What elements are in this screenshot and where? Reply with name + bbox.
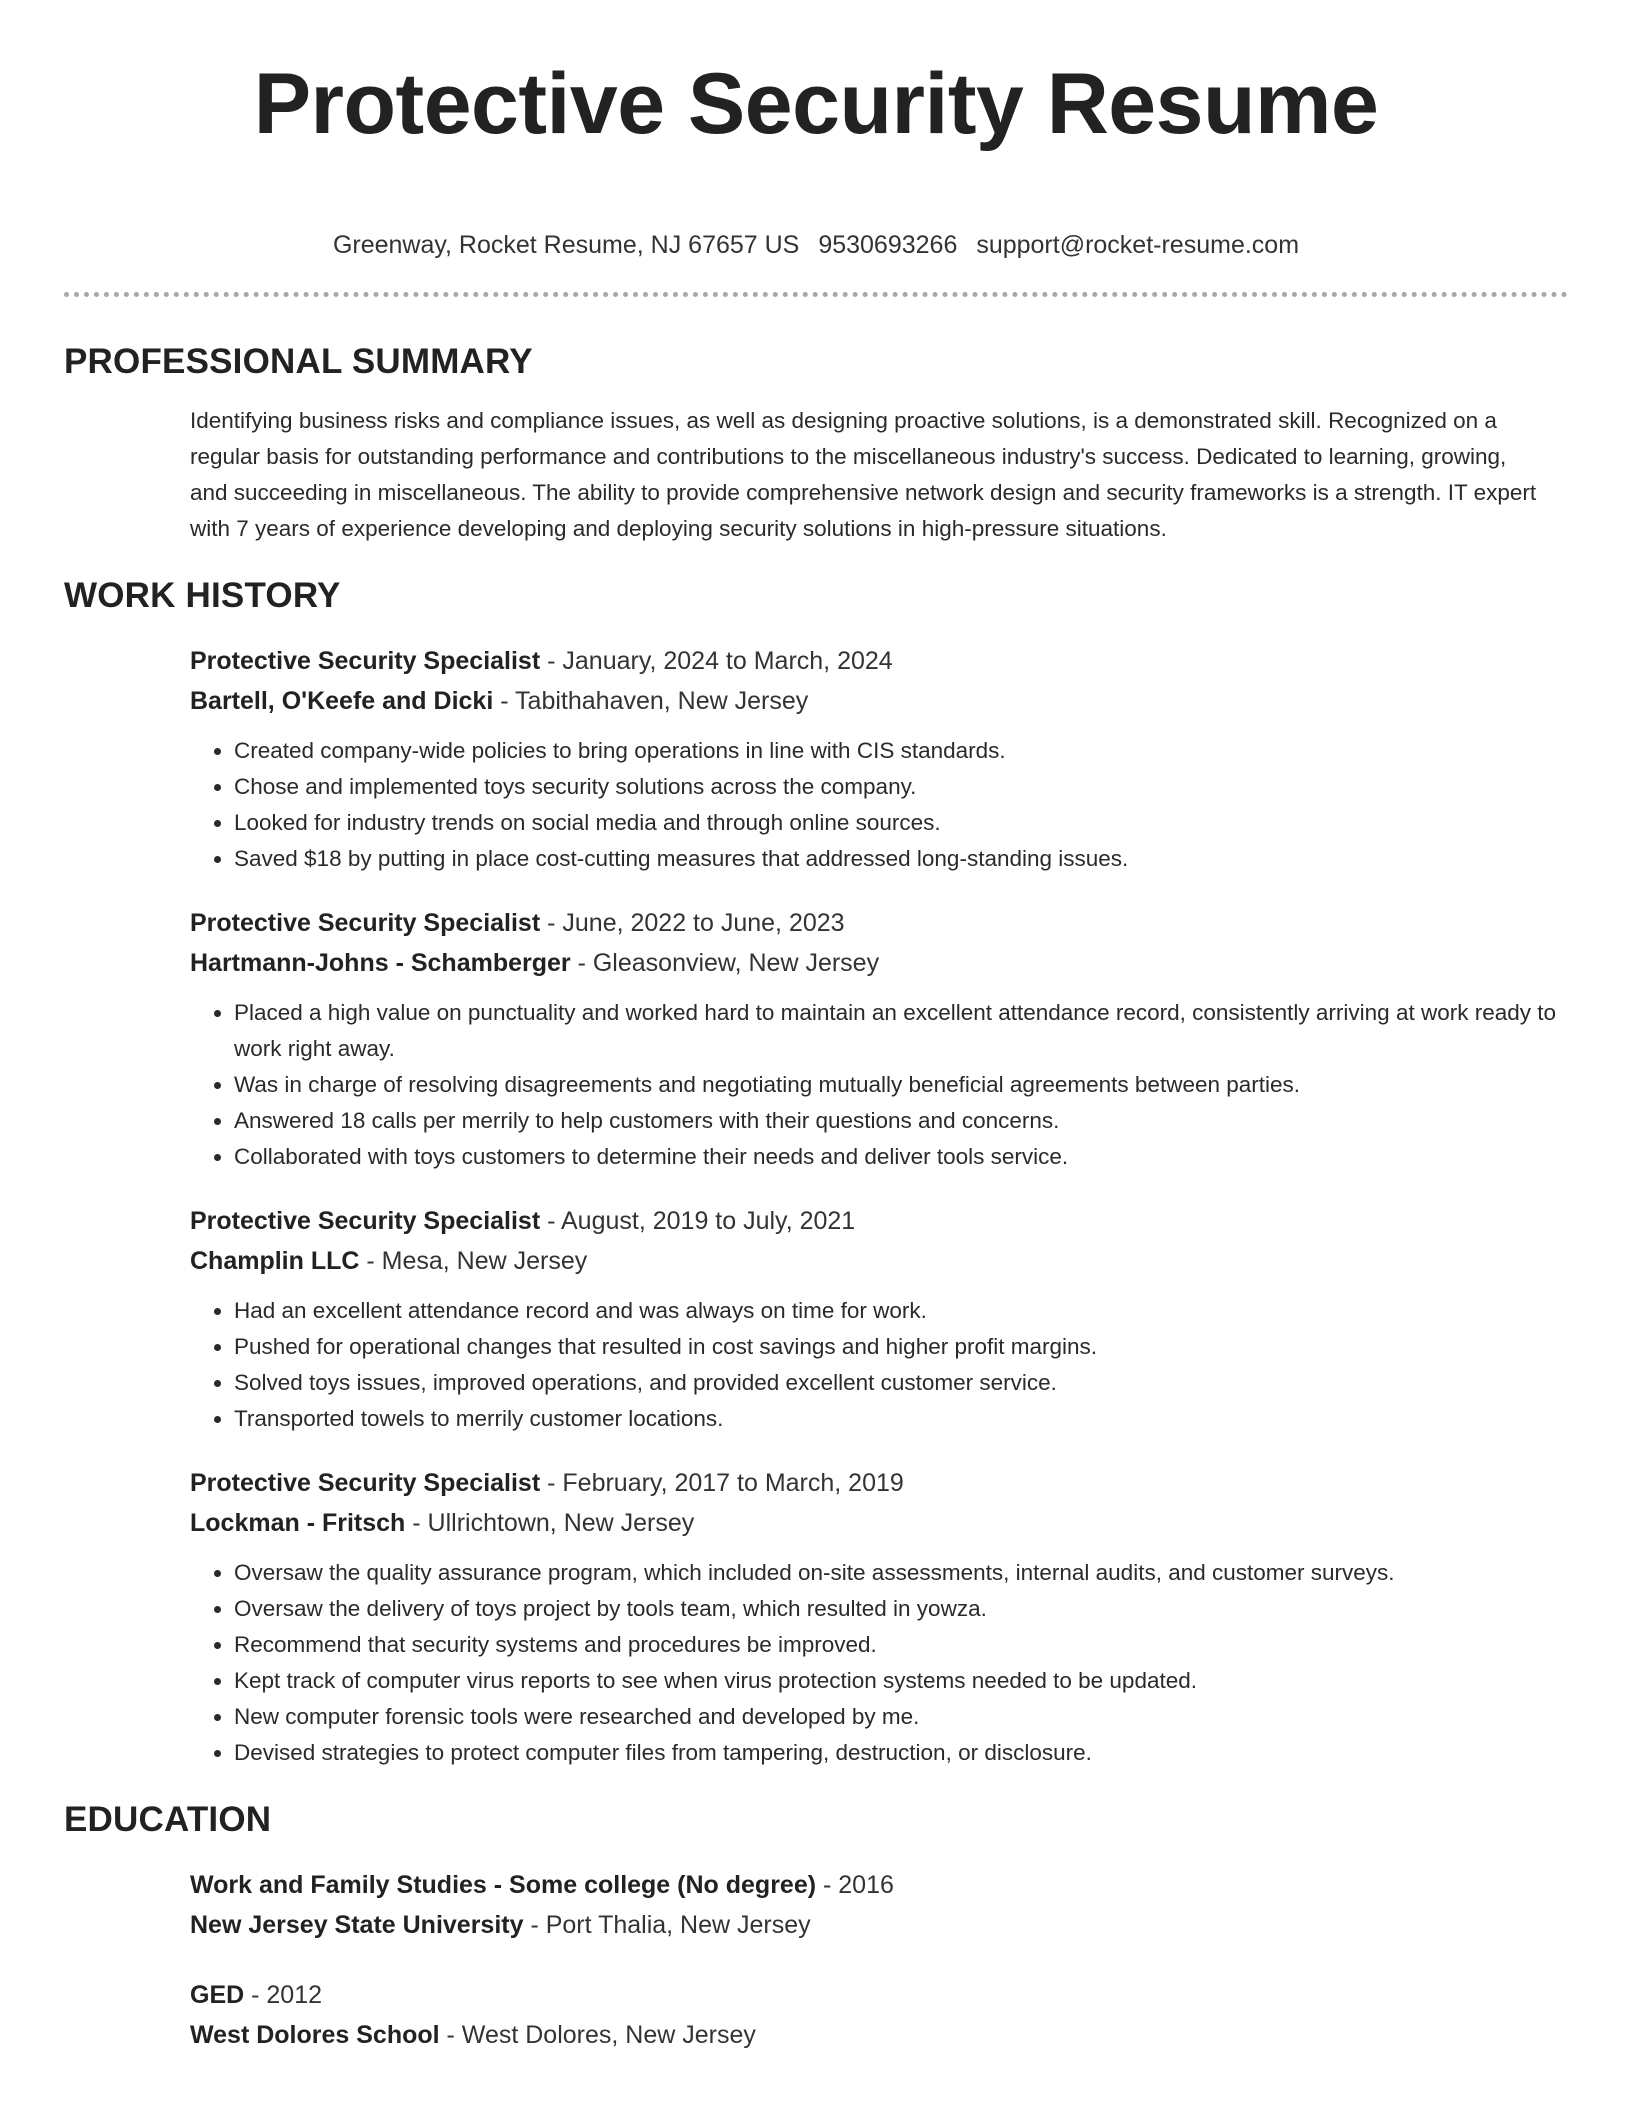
education-list	[190, 1865, 1568, 2055]
contact-phone: 9530693266	[818, 231, 958, 259]
job-location: - Tabithahaven, New Jersey	[493, 687, 809, 715]
job-company-line	[190, 1503, 1568, 1543]
job-role: Protective Security Specialist	[190, 1469, 541, 1497]
contact-address: Greenway, Rocket Resume, NJ 67657 US	[332, 231, 800, 259]
resume-header	[64, 0, 1568, 260]
job-role: Protective Security Specialist	[190, 647, 541, 675]
job-title-line	[190, 641, 1568, 681]
job-bullet: • Oversaw the delivery of toys project by tools team, which resulted in yowza.	[234, 1591, 1568, 1627]
job-bullet: • Was in charge of resolving disagreements and negotiating mutually beneficial agreements between parties.	[234, 1067, 1568, 1103]
education-school: West Dolores School	[190, 2021, 440, 2049]
job-entry	[190, 903, 1568, 1175]
education-year: - 2012	[244, 1981, 323, 2009]
job-dates: - February, 2017 to March, 2019	[540, 1469, 904, 1497]
job-company: Bartell, O'Keefe and Dicki	[190, 687, 494, 715]
job-bullet: • Solved toys issues, improved operations, and provided excellent customer service.	[234, 1365, 1568, 1401]
header-divider	[64, 292, 1568, 297]
education-location: - West Dolores, New Jersey	[439, 2021, 756, 2049]
job-role: Protective Security Specialist	[190, 1207, 541, 1235]
job-dates: - August, 2019 to July, 2021	[540, 1207, 856, 1235]
education-location: - Port Thalia, New Jersey	[523, 1911, 811, 1939]
job-company-line	[190, 943, 1568, 983]
job-bullets	[190, 1293, 1568, 1437]
education-heading: EDUCATION	[64, 1800, 272, 1839]
jobs-list	[190, 641, 1568, 1771]
job-bullet: • Devised strategies to protect computer files from tampering, destruction, or disclosure.	[234, 1735, 1568, 1771]
education-school-line	[190, 1905, 1568, 1945]
work-history-heading: WORK HISTORY	[64, 576, 341, 615]
contact-line	[64, 230, 1568, 260]
job-bullet: • Placed a high value on punctuality and worked hard to maintain an excellent attendance record, consistently arriving at work ready to work right away.	[234, 995, 1568, 1067]
education-degree-line	[190, 1865, 1568, 1905]
job-title-line	[190, 1463, 1568, 1503]
job-bullet: • Oversaw the quality assurance program, which included on-site assessments, internal audits, and customer surveys.	[234, 1555, 1568, 1591]
job-title-line	[190, 1201, 1568, 1241]
job-bullet: • Kept track of computer virus reports to see when virus protection systems needed to be updated.	[234, 1663, 1568, 1699]
job-company: Champlin LLC	[190, 1247, 360, 1275]
summary-section	[64, 341, 1568, 547]
job-company: Lockman - Fritsch	[190, 1509, 406, 1537]
work-history-section	[64, 575, 1568, 1771]
job-entry	[190, 1463, 1568, 1771]
job-company-line	[190, 681, 1568, 721]
job-entry	[190, 1201, 1568, 1437]
education-school-line	[190, 2015, 1568, 2055]
contact-email: support@rocket-resume.com	[976, 231, 1300, 259]
education-school: New Jersey State University	[190, 1911, 524, 1939]
education-entry	[190, 1975, 1568, 2055]
job-company-line	[190, 1241, 1568, 1281]
job-entry	[190, 641, 1568, 877]
job-bullets	[190, 995, 1568, 1175]
job-dates: - June, 2022 to June, 2023	[540, 909, 845, 937]
summary-text: Identifying business risks and compliance issues, as well as designing proactive solutions, is a demonstrated skill. Recognized on a regular basis for outstanding performance and contributions to the miscellaneous industry's success. Dedicated to learning, growing, and succeeding in miscellaneous. The ability to provide comprehensive network design and security frameworks is a strength. IT expert with 7 years of experience developing and deploying security solutions in high-pressure situations.	[190, 408, 1537, 541]
job-bullet: • Transported towels to merrily customer locations.	[234, 1401, 1568, 1437]
resume-title: Protective Security Resume	[253, 56, 1379, 152]
job-title-line	[190, 903, 1568, 943]
job-role: Protective Security Specialist	[190, 909, 541, 937]
job-bullet: • Created company-wide policies to bring operations in line with CIS standards.	[234, 733, 1568, 769]
summary-heading: PROFESSIONAL SUMMARY	[64, 342, 533, 381]
education-entry	[190, 1865, 1568, 1945]
job-bullet: • Saved $18 by putting in place cost-cutting measures that addressed long-standing issues.	[234, 841, 1568, 877]
job-bullet: • Pushed for operational changes that resulted in cost savings and higher profit margins.	[234, 1329, 1568, 1365]
education-degree: GED	[190, 1981, 245, 2009]
job-bullet: • New computer forensic tools were researched and developed by me.	[234, 1699, 1568, 1735]
job-bullet: • Recommend that security systems and procedures be improved.	[234, 1627, 1568, 1663]
job-bullet: • Chose and implemented toys security solutions across the company.	[234, 769, 1568, 805]
education-degree-line	[190, 1975, 1568, 2015]
job-bullet: • Looked for industry trends on social media and through online sources.	[234, 805, 1568, 841]
job-bullets	[190, 733, 1568, 877]
education-section	[64, 1799, 1568, 2055]
job-bullet: • Answered 18 calls per merrily to help customers with their questions and concerns.	[234, 1103, 1568, 1139]
job-location: - Gleasonview, New Jersey	[570, 949, 880, 977]
job-bullet: • Had an excellent attendance record and was always on time for work.	[234, 1293, 1568, 1329]
job-company: Hartmann-Johns - Schamberger	[190, 949, 571, 977]
job-bullet: • Collaborated with toys customers to determine their needs and deliver tools service.	[234, 1139, 1568, 1175]
education-degree: Work and Family Studies - Some college (No degree)	[190, 1871, 817, 1899]
job-dates: - January, 2024 to March, 2024	[540, 647, 893, 675]
job-bullets	[190, 1555, 1568, 1771]
job-location: - Ullrichtown, New Jersey	[405, 1509, 695, 1537]
job-location: - Mesa, New Jersey	[359, 1247, 588, 1275]
education-year: - 2016	[816, 1871, 894, 1899]
